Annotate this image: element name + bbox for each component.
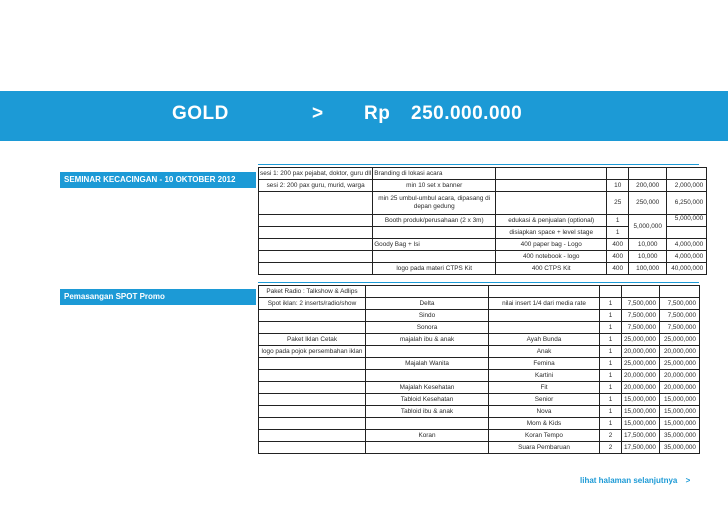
cell-unit-price: 100,000 [629,263,667,275]
cell-title: Koran Tempo [489,430,600,442]
table-row [259,418,700,430]
cell-package [259,322,366,334]
cell-qty: 400 [607,263,629,275]
cell-package [259,310,366,322]
cell-total: 40,000,000 [667,263,707,275]
cell-qty: 1 [600,406,622,418]
cell-note [496,180,607,192]
cell-total [667,168,707,180]
cell-media [366,418,489,430]
package-price: 250.000.000 [411,103,523,124]
chevron-right-icon: > [685,476,691,485]
cell-package [259,370,366,382]
table-row [259,322,700,334]
table-row [259,334,700,346]
cell-qty: 1 [607,227,629,239]
table-row [259,251,707,263]
package-banner [0,91,728,141]
cell-package [259,394,366,406]
table-row [259,394,700,406]
cell-media: Tabloid ibu & anak [366,406,489,418]
cell-qty: 1 [600,370,622,382]
cell-unit-price: 17,500,000 [622,430,660,442]
seminar-table [258,167,707,275]
cell-unit-price [629,168,667,180]
cell-total: 15,000,000 [660,406,700,418]
cell-item [373,227,496,239]
cell-qty: 1 [600,418,622,430]
cell-package [259,430,366,442]
cell-title: Nova [489,406,600,418]
cell-qty: 10 [607,180,629,192]
cell-item: Branding di lokasi acara [373,168,496,180]
cell-total: 20,000,000 [660,346,700,358]
cell-media [366,346,489,358]
cell-audience [259,215,373,227]
cell-unit-price: 20,000,000 [622,382,660,394]
cell-note: 400 CTPS Kit [496,263,607,275]
cell-title: Ayah Bunda [489,334,600,346]
cell-unit-price: 5,000,000 [629,215,667,239]
cell-total: 2,000,000 [667,180,707,192]
cell-qty: 25 [607,192,629,215]
cell-total: 7,500,000 [660,298,700,310]
cell-audience [259,263,373,275]
cell-unit-price: 200,000 [629,180,667,192]
cell-total: 7,500,000 [660,322,700,334]
cell-title: Femina [489,358,600,370]
cell-note [496,192,607,215]
cell-qty: 1 [600,298,622,310]
cell-media: Sindo [366,310,489,322]
cell-total: 7,500,000 [660,310,700,322]
cell-package [259,442,366,454]
cell-media: Majalah Wanita [366,358,489,370]
cell-unit-price [622,286,660,298]
cell-package [259,358,366,370]
section-title-seminar: SEMINAR KECACINGAN - 10 OKTOBER 2012 [60,172,256,188]
cell-unit-price: 25,000,000 [622,358,660,370]
cell-item [373,251,496,263]
cell-unit-price: 10,000 [629,251,667,263]
cell-title: nilai insert 1/4 dari media rate [489,298,600,310]
cell-total: 20,000,000 [660,370,700,382]
cell-unit-price: 7,500,000 [622,298,660,310]
table-row [259,346,700,358]
cell-qty: 1 [600,394,622,406]
cell-total: 25,000,000 [660,358,700,370]
cell-qty: 1 [607,215,629,227]
cell-total: 6,250,000 [667,192,707,215]
cell-total: 15,000,000 [660,394,700,406]
cell-qty [600,286,622,298]
cell-title: Fit [489,382,600,394]
cell-title [489,286,600,298]
cell-unit-price: 7,500,000 [622,310,660,322]
cell-package [259,418,366,430]
cell-package: Spot iklan: 2 inserts/radio/show [259,298,366,310]
table-row [259,286,700,298]
cell-total [667,227,707,239]
table-row [259,192,707,215]
table-row [259,263,707,275]
next-page-link[interactable] [580,476,690,485]
cell-media: Delta [366,298,489,310]
cell-qty: 400 [607,239,629,251]
cell-media [366,286,489,298]
cell-unit-price: 250,000 [629,192,667,215]
cell-qty: 1 [600,310,622,322]
cell-audience [259,239,373,251]
table-row [259,168,707,180]
cell-item: logo pada materi CTPS Kit [373,263,496,275]
cell-qty: 1 [600,322,622,334]
cell-title: Senior [489,394,600,406]
cell-media: Sonora [366,322,489,334]
cell-media [366,370,489,382]
cell-package: Paket Iklan Cetak [259,334,366,346]
section-divider [258,164,699,165]
cell-title [489,322,600,334]
banner-arrow: > [312,103,324,124]
cell-qty: 1 [600,334,622,346]
table-row [259,180,707,192]
cell-media: Majalah Kesehatan [366,382,489,394]
cell-unit-price: 17,500,000 [622,442,660,454]
table-row [259,430,700,442]
section-divider [258,282,699,283]
cell-unit-price: 7,500,000 [622,322,660,334]
cell-title: Mom & Kids [489,418,600,430]
cell-total: 20,000,000 [660,382,700,394]
cell-unit-price: 15,000,000 [622,394,660,406]
cell-qty: 1 [600,358,622,370]
cell-qty: 2 [600,430,622,442]
table-row [259,382,700,394]
cell-unit-price: 15,000,000 [622,406,660,418]
cell-note [496,168,607,180]
cell-total: 4,000,000 [667,239,707,251]
cell-package: Paket Radio : Talkshow & Adlips [259,286,366,298]
cell-item: Booth produk/perusahaan (2 x 3m) [373,215,496,227]
cell-audience [259,227,373,239]
currency-label: Rp [364,103,391,124]
cell-item: Goody Bag + Isi [373,239,496,251]
cell-package [259,382,366,394]
cell-qty [607,168,629,180]
cell-media: Koran [366,430,489,442]
table-row [259,358,700,370]
table-row [259,310,700,322]
cell-total: 15,000,000 [660,418,700,430]
cell-total: 4,000,000 [667,251,707,263]
cell-qty: 400 [607,251,629,263]
cell-title [489,310,600,322]
cell-total: 35,000,000 [660,442,700,454]
table-row [259,406,700,418]
cell-package: logo pada pojok persembahan iklan [259,346,366,358]
cell-unit-price: 15,000,000 [622,418,660,430]
cell-media: majalah ibu & anak [366,334,489,346]
cell-title: Anak [489,346,600,358]
cell-package [259,406,366,418]
table-row [259,298,700,310]
cell-unit-price: 25,000,000 [622,334,660,346]
cell-qty: 2 [600,442,622,454]
cell-total: 35,000,000 [660,430,700,442]
cell-total: 25,000,000 [660,334,700,346]
cell-audience [259,192,373,215]
cell-audience: sesi 2: 200 pax guru, murid, warga [259,180,373,192]
cell-unit-price: 20,000,000 [622,370,660,382]
section-title-spot-promo: Pemasangan SPOT Promo [60,289,256,305]
cell-title: Kartini [489,370,600,382]
cell-title: Suara Pembaruan [489,442,600,454]
cell-qty: 1 [600,346,622,358]
cell-unit-price: 10,000 [629,239,667,251]
cell-unit-price: 20,000,000 [622,346,660,358]
spot-promo-table [258,285,700,454]
table-row [259,442,700,454]
table-row [259,239,707,251]
next-page-label: lihat halaman selanjutnya [580,476,678,485]
cell-note: 400 notebook - logo [496,251,607,263]
cell-item: min 25 umbul-umbul acara, dipasang di depan gedung [373,192,496,215]
package-title: GOLD [172,103,229,124]
cell-note: disiapkan space + level stage [496,227,607,239]
cell-total [660,286,700,298]
cell-media [366,442,489,454]
cell-media: Tabloid Kesehatan [366,394,489,406]
table-row [259,370,700,382]
table-row [259,215,707,227]
cell-note: 400 paper bag - Logo [496,239,607,251]
cell-item: min 10 set x banner [373,180,496,192]
cell-note: edukasi & penjualan (optional) [496,215,607,227]
cell-audience [259,251,373,263]
cell-audience: sesi 1: 200 pax pejabat, doktor, guru dll [259,168,373,180]
cell-total: 5,000,000 [667,215,707,227]
cell-qty: 1 [600,382,622,394]
